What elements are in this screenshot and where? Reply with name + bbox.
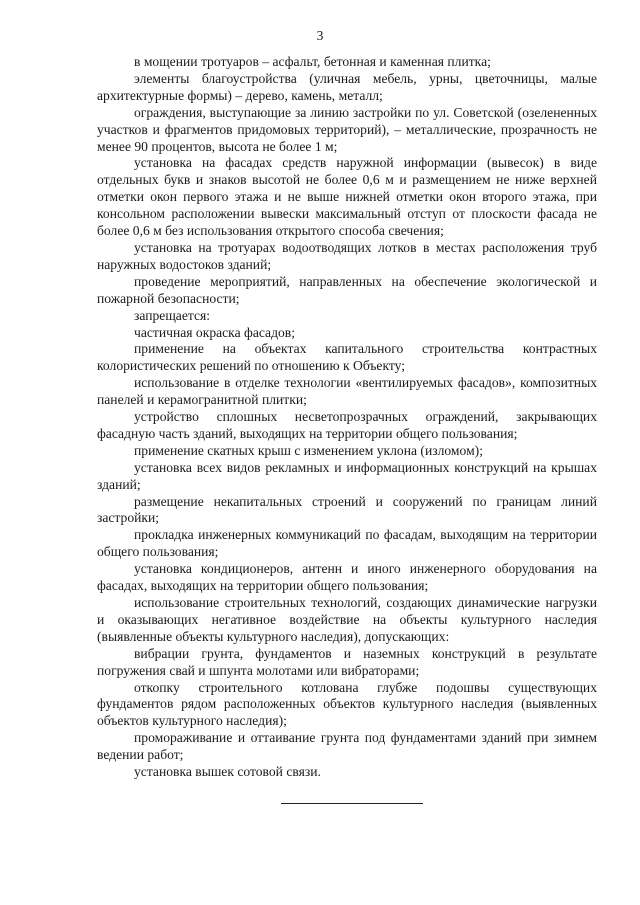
document-body (97, 54, 597, 781)
paragraph: запрещается: (134, 307, 211, 323)
paragraph: в мощении тротуаров – асфальт, бетонная и каменная плитка; (134, 54, 491, 69)
paragraph: откопку строительного котлована глубже подошвы существующих фундаментов рядом расположенных объектов культурного наследия (выявленных объектов культурного наследия); (97, 679, 597, 729)
closing-rule (281, 803, 423, 804)
paragraph: вибрации грунта, фундаментов и наземных конструкций в результате погружения свай и шпунта молотами или вибраторами; (97, 645, 597, 678)
paragraph: установка на тротуарах водоотводящих лотков в местах расположения труб наружных водостоков зданий; (97, 239, 597, 272)
paragraph: размещение некапитальных строений и сооружений по границам линий застройки; (97, 493, 597, 526)
paragraph: частичная окраска фасадов; (134, 324, 295, 340)
paragraph: установка кондиционеров, антенн и иного инженерного оборудования на фасадах, выходящих на территории общего пользования; (97, 561, 597, 594)
paragraph: установка вышек сотовой связи. (134, 764, 321, 780)
paragraph: элементы благоустройства (уличная мебель, урны, цветочницы, малые архитектурные формы) – дерево, камень, металл; (97, 70, 597, 103)
paragraph: установка всех видов рекламных и информационных конструкций на крышах зданий; (97, 459, 597, 492)
paragraph: промораживание и оттаивание грунта под фундаментами зданий при зимнем ведении работ; (97, 730, 597, 763)
page-number: 3 (316, 28, 324, 43)
paragraph: использование в отделке технологии «вентилируемых фасадов», композитных панелей и керамогранитной плитки; (97, 375, 597, 408)
paragraph: проведение мероприятий, направленных на обеспечение экологической и пожарной безопасности; (97, 273, 597, 306)
paragraph: прокладка инженерных коммуникаций по фасадам, выходящим на территории общего пользования; (97, 527, 597, 560)
paragraph: ограждения, выступающие за линию застройки по ул. Советской (озелененных участков и фрагментов придомовых территорий), – металлические, прозрачность не менее 90 процентов, высота не более 1 м; (97, 104, 597, 154)
paragraph: устройство сплошных несветопрозрачных ограждений, закрывающих фасадную часть зданий, выходящих на территории общего пользования; (97, 409, 597, 441)
paragraph: применение на объектах капитального строительства контрастных колористических решений по отношению к Объекту; (97, 341, 597, 374)
paragraph: применение скатных крыш с изменением уклона (изломом); (134, 442, 483, 458)
paragraph: использование строительных технологий, создающих динамические нагрузки и оказывающих негативное воздействие на объекты культурного наследия (выявленные объекты культурного наследия), допускающих: (97, 595, 597, 644)
paragraph: установка на фасадах средств наружной информации (вывесок) в виде отдельных букв и знаков высотой не более 0,6 м и размещением не ниже верхней отметки окон первого этажа и не выше нижней отметки окон второго этажа, при консольном расположении вывески максимальный отступ от плоскости фасада не более 0,6 м без использования открытого способа свечения; (97, 155, 597, 239)
